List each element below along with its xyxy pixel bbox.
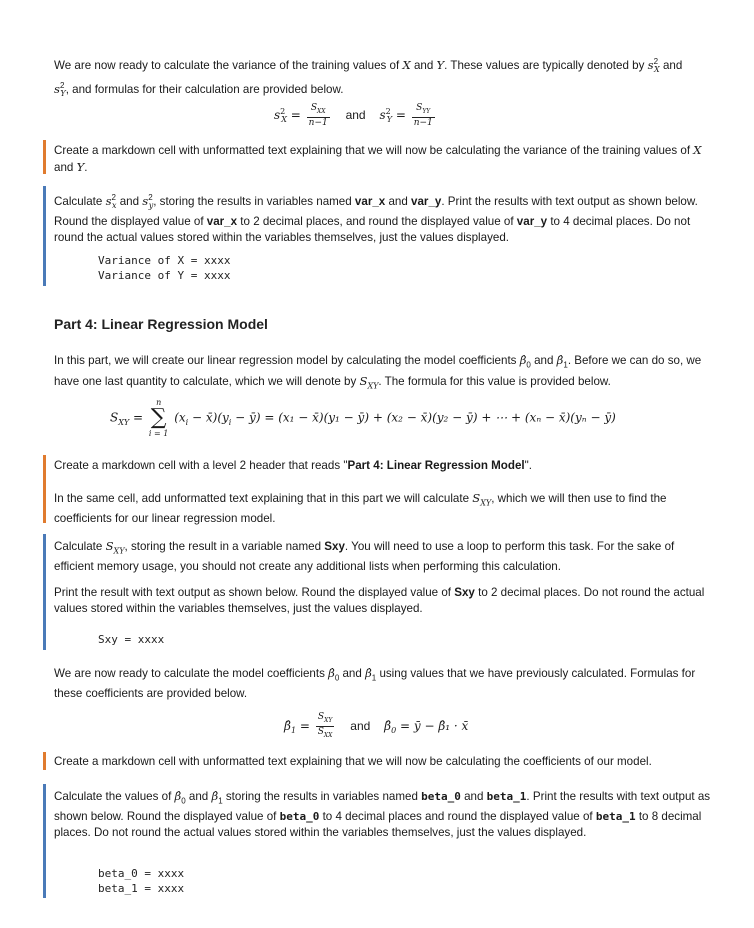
markdown-cell-instruction: Create a markdown cell with unformatted text explaining that we will now be calculating the coefficients of our model. [54, 755, 652, 768]
code-cell-instruction: Print the result with text output as shown below. Round the displayed value of Sxy to 2 decimal places. Do not round the actual values stored within the variables themselves, just the values displayed. [54, 586, 705, 615]
markdown-cell-instruction: Create a markdown cell with unformatted text explaining that we will now be calculating the variance of the training values of X and Y. [54, 143, 702, 174]
code-output-sample: beta_0 = xxxx beta_1 = xxxx [98, 867, 185, 895]
code-output-sample: Sxy = xxxx [98, 633, 165, 646]
markdown-cell-instruction: Create a markdown cell with a level 2 header that reads "Part 4: Linear Regression Model". [54, 459, 532, 472]
code-cell-bar [43, 186, 46, 286]
markdown-cell-bar [43, 455, 46, 523]
code-cell-instruction: Calculate the values of $\betâ_0$ and $\betâ_1$ storing the results in variables named beta_0 and beta_1. Print the results with text output as shown below. Round the displayed value of beta_0 to 4 decimal places and round the displayed value of beta_1 to 8 decimal places. Do not round the actual values stored within the variables themselves, just the values displayed. [54, 789, 711, 840]
code-output-sample: Variance of X = xxxx Variance of Y = xxxx [98, 254, 231, 282]
intro-paragraph: We are now ready to calculate the variance of the training values of X and Y. These values are typically denoted by $s^2_X$ and $s^2_Y$, and formulas for their calculation are provided below. [54, 57, 683, 99]
coefficients-paragraph: We are now ready to calculate the model coefficients $\betâ_0$ and $\betâ_1$ using values that we have previously calculated. Formulas for these coefficients are provided below. [54, 666, 696, 701]
sxy-formula: $S_{XY}$ = n ∑ i = 1 ($x_i$ − $x̄)(y_i$ − ȳ) = (x₁ − x̄)(y₁ − ȳ) + (x₂ − x̄)(y₂ − ȳ) + ⋯ + (xₙ − x̄)(yₙ − ȳ) [110, 398, 616, 438]
markdown-cell-bar [43, 752, 46, 770]
variance-formula: $s^2_X$ = $\frac{S_{XX}}{n-1}$ and $s^2_Y$ = $\frac{S_{YY}}{n-1}$ [274, 103, 433, 128]
part4-paragraph: In this part, we will create our linear regression model by calculating the model coefficients $\betâ_0$ and $\betâ_1$. Before we can do so, we have one last quantity to calculate, which we will denote by $S_{XY}$. The formula for this value is provided below. [54, 353, 702, 391]
section-heading: Part 4: Linear Regression Model [54, 316, 268, 332]
markdown-cell-bar [43, 140, 46, 174]
coefficient-formula: $\betâ_1$ = $\frac{S_{XY}}{S_{XX}}$ and $\betâ_0$ = ȳ − β̂₁ · x̄ [284, 712, 469, 739]
code-cell-bar [43, 534, 46, 650]
code-cell-instruction: Calculate $S_{XY}$, storing the result in a variable named Sxy. You will need to use a loop to perform this task. For the sake of efficient memory usage, you should not create any additional lists when performing this calculation. [54, 539, 675, 574]
code-cell-instruction: Calculate $s^2_x$ and $s^2_y$, storing the results in variables named var_x and var_y. Print the results with text output as shown below. Round the displayed value of var_x to 2 decimal places, and round the displayed value of var_y to 4 decimal places. Do not round the actual values stored within the variables themselves, just the values displayed. [54, 193, 698, 245]
code-cell-bar [43, 784, 46, 898]
markdown-cell-instruction: In the same cell, add unformatted text explaining that in this part we will calculate $S_{XY}$, which we will then use to find the coefficients for our linear regression model. [54, 491, 667, 526]
